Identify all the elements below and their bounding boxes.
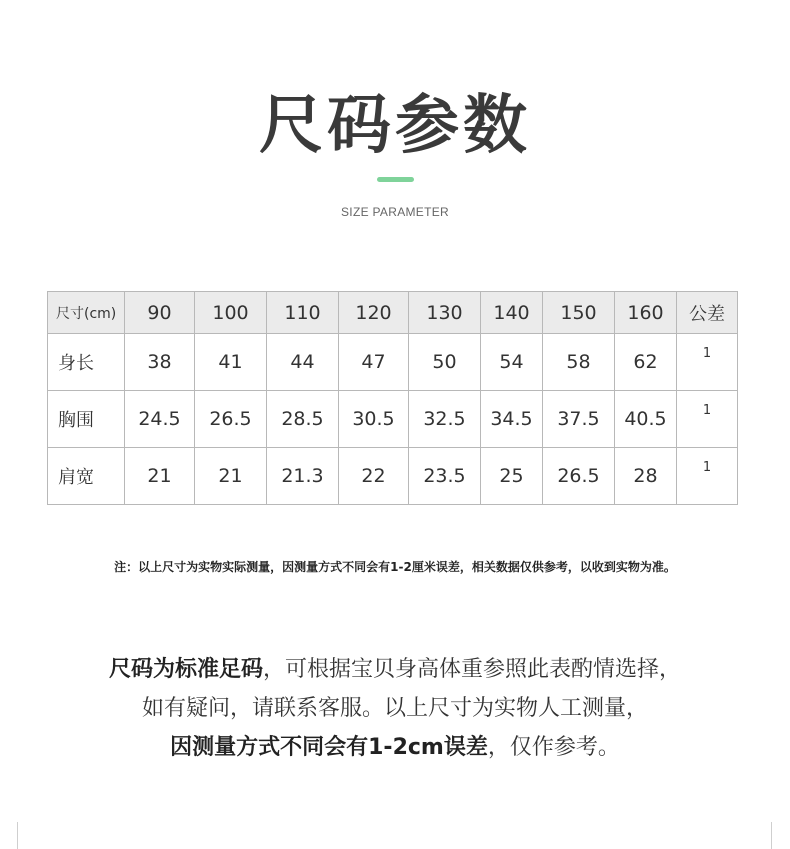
tolerance-header-cell: 公差: [677, 292, 738, 334]
table-cell: 21.3: [267, 448, 339, 505]
size-header-cell: 140: [481, 292, 543, 334]
table-cell: 23.5: [409, 448, 481, 505]
table-cell: 28: [615, 448, 677, 505]
table-cell: 24.5: [125, 391, 195, 448]
table-cell: 58: [543, 334, 615, 391]
row-label-cell: 胸围: [48, 391, 125, 448]
table-row: [48, 448, 738, 505]
table-cell: 50: [409, 334, 481, 391]
size-header-cell: 90: [125, 292, 195, 334]
table-cell: 28.5: [267, 391, 339, 448]
row-label-cell: 肩宽: [48, 448, 125, 505]
table-cell: 40.5: [615, 391, 677, 448]
table-cell: 37.5: [543, 391, 615, 448]
description-line-1: [0, 655, 790, 685]
tolerance-cell: 1: [677, 391, 738, 448]
table-cell: 34.5: [481, 391, 543, 448]
table-row: [48, 391, 738, 448]
size-header-cell: 100: [195, 292, 267, 334]
tolerance-cell: 1: [677, 334, 738, 391]
size-header-cell: 150: [543, 292, 615, 334]
description-line-3-bold: 因测量方式不同会有1-2cm误差: [170, 735, 488, 760]
table-cell: 25: [481, 448, 543, 505]
left-edge-line: [17, 822, 18, 849]
size-header-cell: 120: [339, 292, 409, 334]
table-cell: 26.5: [543, 448, 615, 505]
table-cell: 38: [125, 334, 195, 391]
size-header-cell: 130: [409, 292, 481, 334]
row-label-cell: 身长: [48, 334, 125, 391]
table-cell: 21: [195, 448, 267, 505]
table-cell: 54: [481, 334, 543, 391]
table-cell: 44: [267, 334, 339, 391]
description-line-3: [0, 733, 790, 763]
table-cell: 47: [339, 334, 409, 391]
table-cell: 21: [125, 448, 195, 505]
table-cell: 41: [195, 334, 267, 391]
size-header-cell: 160: [615, 292, 677, 334]
table-cell: 62: [615, 334, 677, 391]
table-cell: 26.5: [195, 391, 267, 448]
title-accent-bar: [377, 177, 414, 182]
table-cell: 22: [339, 448, 409, 505]
size-table: [47, 291, 738, 505]
description-line-1-bold: 尺码为标准足码: [108, 657, 263, 682]
tolerance-cell: 1: [677, 448, 738, 505]
corner-header-cell: 尺寸(cm): [48, 292, 125, 334]
table-row: [48, 334, 738, 391]
table-cell: 32.5: [409, 391, 481, 448]
table-header-row: [48, 292, 738, 334]
page-title: 尺码参数: [259, 89, 531, 163]
page-subtitle: SIZE PARAMETER: [341, 205, 449, 219]
description-line-1-rest: ，可根据宝贝身高体重参照此表酌情选择，: [263, 657, 682, 682]
measurement-note: 注：以上尺寸为实物实际测量，因测量方式不同会有1-2厘米误差，相关数据仅供参考，以收到实物为准。: [114, 560, 676, 574]
description-line-3-rest: ，仅作参考。: [487, 735, 620, 760]
table-cell: 30.5: [339, 391, 409, 448]
description-line-2: 如有疑问，请联系客服。以上尺寸为实物人工测量，: [141, 696, 648, 721]
size-header-cell: 110: [267, 292, 339, 334]
right-edge-line: [771, 822, 772, 849]
